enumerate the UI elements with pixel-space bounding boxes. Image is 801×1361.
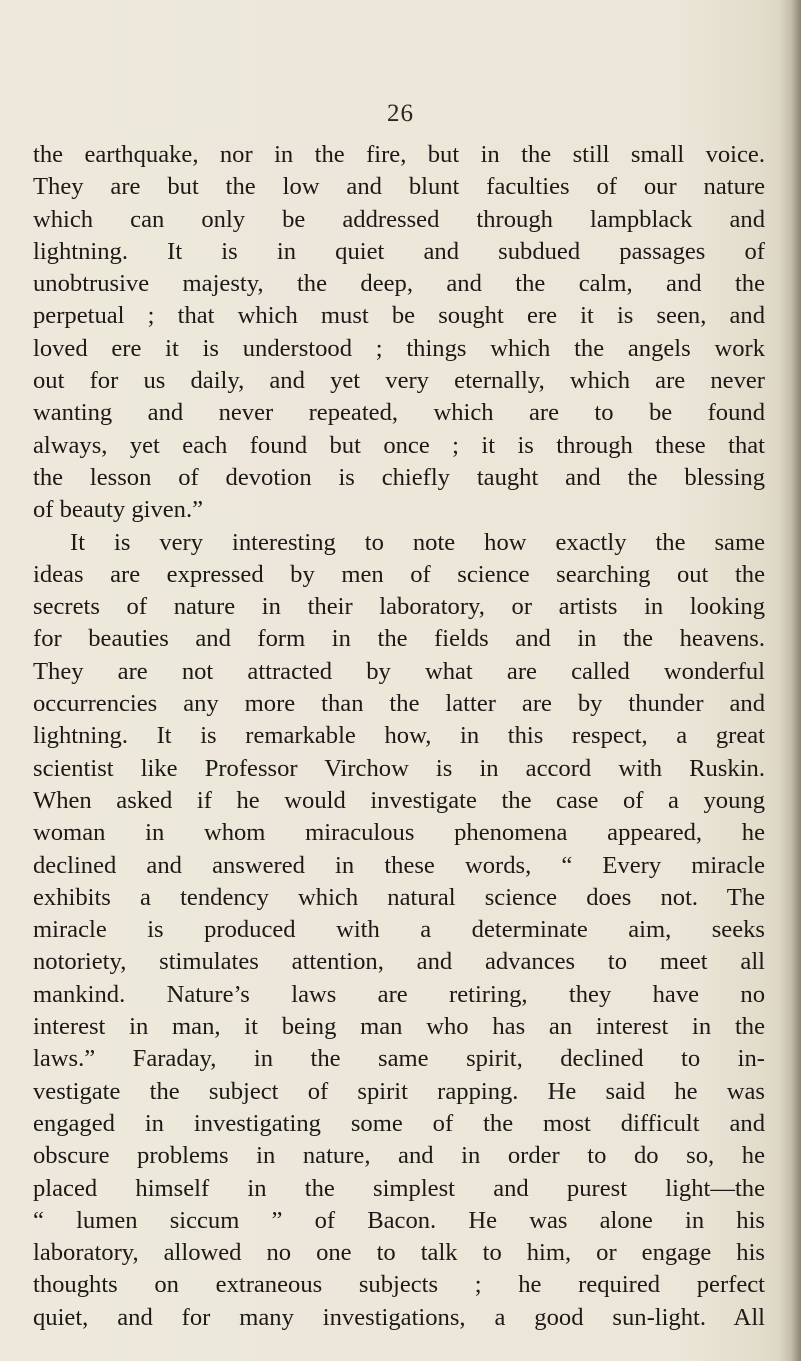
text-line: the lesson of devotion is chiefly taught and the blessing (33, 463, 765, 491)
text-line: lightning. It is in quiet and subdued passages of (33, 237, 765, 265)
body-text (33, 139, 765, 1334)
text-line: interest in man, it being man who has an interest in the (33, 1013, 765, 1041)
text-line: miracle is produced with a determinate aim, seeks (33, 916, 765, 944)
text-line: the earthquake, nor in the fire, but in the still small voice. (33, 141, 765, 168)
text-line: which can only be addressed through lampblack and (33, 205, 765, 233)
text-line: perpetual ; that which must be sought ere it is seen, and (33, 302, 765, 330)
text-line: for beauties and form in the fields and in the heavens. (33, 625, 765, 653)
text-line: laws.” Faraday, in the same spirit, declined to in- (33, 1045, 765, 1073)
text-line: out for us daily, and yet very eternally, which are never (33, 367, 765, 395)
paragraph-start-line: It is very interesting to note how exactly the same (70, 528, 765, 556)
text-line: loved ere it is understood ; things which the angels work (33, 334, 765, 362)
text-line: thoughts on extraneous subjects ; he required perfect (33, 1271, 765, 1299)
paragraph-end-line: of beauty given.” (33, 496, 204, 524)
text-line: wanting and never repeated, which are to be found (33, 399, 765, 427)
text-line: When asked if he would investigate the case of a young (33, 786, 765, 814)
text-line: occurrencies any more than the latter are by thunder and (33, 690, 765, 718)
text-line: They are but the low and blunt faculties of our nature (33, 173, 765, 201)
text-line: unobtrusive majesty, the deep, and the calm, and the (33, 270, 765, 298)
text-line: declined and answered in these words, “ Every miracle (33, 851, 765, 879)
text-line: They are not attracted by what are called wonderful (33, 657, 765, 685)
text-line: exhibits a tendency which natural science does not. The (33, 883, 765, 911)
text-line: mankind. Nature’s laws are retiring, they have no (33, 980, 765, 1008)
text-line: lightning. It is remarkable how, in this respect, a great (33, 722, 765, 750)
text-line: “ lumen siccum ” of Bacon. He was alone in his (33, 1206, 765, 1234)
text-line: scientist like Professor Virchow is in accord with Ruskin. (33, 754, 765, 782)
text-line: quiet, and for many investigations, a good sun-light. All (33, 1303, 765, 1331)
page-number: 26 (387, 100, 414, 127)
text-line: ideas are expressed by men of science searching out the (33, 560, 765, 588)
text-line: vestigate the subject of spirit rapping. He said he was (33, 1077, 765, 1105)
text-line: obscure problems in nature, and in order to do so, he (33, 1142, 765, 1170)
page-edge-shadow (779, 0, 801, 1361)
text-line: notoriety, stimulates attention, and advances to meet all (33, 948, 765, 976)
text-line: placed himself in the simplest and purest light—the (33, 1174, 765, 1202)
text-line: always, yet each found but once ; it is through these that (33, 431, 765, 459)
text-line: engaged in investigating some of the most difficult and (33, 1109, 765, 1137)
text-line: laboratory, allowed no one to talk to him, or engage his (33, 1239, 765, 1267)
text-line: woman in whom miraculous phenomena appeared, he (33, 819, 765, 847)
text-line: secrets of nature in their laboratory, or artists in looking (33, 593, 765, 621)
